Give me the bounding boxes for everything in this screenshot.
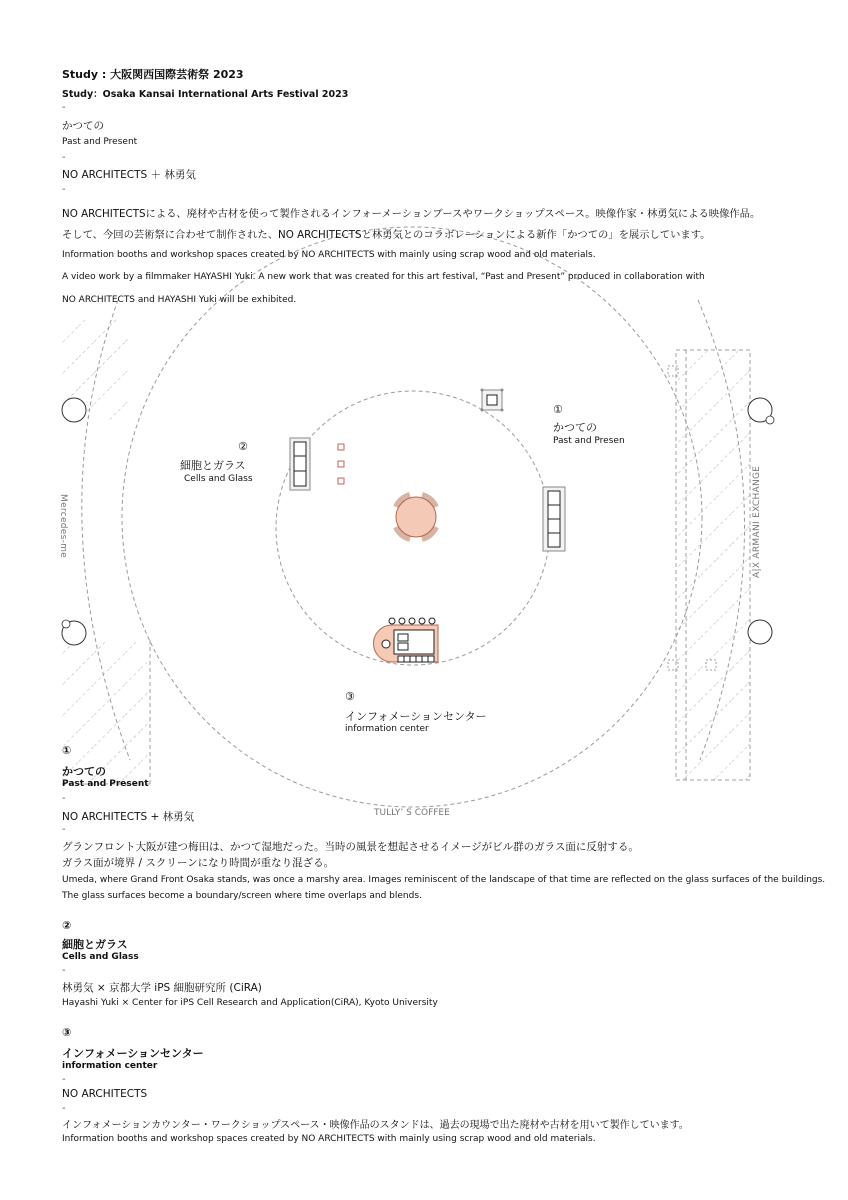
section-2-num: ② xyxy=(62,919,72,932)
stand-1-top xyxy=(481,389,504,412)
right-building xyxy=(676,350,750,780)
section-2-credit-jp: 林勇気 × 京都大学 iPS 細胞研究所 (CiRA) xyxy=(62,982,262,994)
section-3-title-jp: インフォメーションセンター xyxy=(62,1047,204,1060)
section-2-title-en: Cells and Glass xyxy=(62,952,139,962)
credit: NO ARCHITECTS ＋ 林勇気 xyxy=(62,169,196,181)
description-jp-2: そして、今回の芸術祭に合わせて制作された、NO ARCHITECTSと林勇気とのコラボレーションによる新作「かつての」を展示しています。 xyxy=(62,229,711,241)
separator: - xyxy=(62,1074,66,1085)
plan-label-3-num: ③ xyxy=(345,690,355,703)
separator: - xyxy=(62,793,66,804)
page-subtitle: Study：Osaka Kansai International Arts Festival 2023 xyxy=(62,89,349,100)
plan-label-2-en: Cells and Glass xyxy=(184,474,253,484)
store-label-mercedes: Mercedes-me xyxy=(58,494,68,559)
section-3-en-1: Information booths and workshop spaces created by NO ARCHITECTS with mainly using scrap wood and old materials. xyxy=(62,1134,596,1144)
plan-label-3-en: information center xyxy=(345,724,429,734)
store-label-armani: A|X ARMANI EXCHANGE xyxy=(752,465,762,578)
store-label-tullys: TULLY’ S COFFEE xyxy=(374,808,450,818)
section-1-jp-2: ガラス面が境界 / スクリーンになり時間が重なり混ざる。 xyxy=(62,857,335,869)
section-1-en-2: The glass surfaces become a boundary/screen where time overlaps and blends. xyxy=(62,891,422,901)
separator: - xyxy=(62,152,66,163)
information-counter xyxy=(374,618,439,662)
section-3-num: ③ xyxy=(62,1026,72,1039)
section-2-credit-en: Hayashi Yuki × Center for iPS Cell Research and Application(CiRA), Kyoto University xyxy=(62,998,438,1008)
central-round-seating xyxy=(396,495,436,539)
work-title-en: Past and Present xyxy=(62,137,138,147)
description-en-3: NO ARCHITECTS and HAYASHI Yuki will be exhibited. xyxy=(62,295,297,305)
plan-label-1-jp: かつての xyxy=(553,421,597,434)
section-3-credit: NO ARCHITECTS xyxy=(62,1088,148,1100)
section-1-num: ① xyxy=(62,744,72,757)
separator: - xyxy=(62,965,66,976)
separator: - xyxy=(62,102,66,113)
description-en-2: A video work by a filmmaker HAYASHI Yuki. A new work that was created for this art festival, “Past and Present” produced in collaboration with xyxy=(62,272,705,282)
separator: - xyxy=(62,824,66,835)
stand-1-screens xyxy=(543,487,565,551)
plan-label-2-num: ② xyxy=(238,440,248,453)
plan-label-3-jp: インフォメーションセンター xyxy=(345,710,487,723)
column-right-bottom xyxy=(748,620,772,644)
section-3-title-en: information center xyxy=(62,1061,158,1071)
plan-label-1-num: ① xyxy=(553,403,563,416)
section-1-credit: NO ARCHITECTS + 林勇気 xyxy=(62,811,195,823)
plan-label-2-jp: 細胞とガラス xyxy=(180,459,246,472)
plan-label-1-en: Past and Presen xyxy=(553,436,625,446)
work-title-jp: かつての xyxy=(62,120,104,132)
section-3-jp-1: インフォメーションカウンター・ワークショップスペース・映像作品のスタンドは、過去の現場で出た廃材や古材を用いて製作しています。 xyxy=(62,1120,689,1131)
section-1-title-en: Past and Present xyxy=(62,779,149,789)
separator: - xyxy=(62,1103,66,1114)
section-1-jp-1: グランフロント大阪が建つ梅田は、かつて湿地だった。当時の風景を想起させるイメージがビル群のガラス面に反射する。 xyxy=(62,841,639,853)
column-left-top xyxy=(62,398,86,422)
section-1-en-1: Umeda, where Grand Front Osaka stands, was once a marshy area. Images reminiscent of the landscape of that time are reflected on the glass surfaces of the buildings. xyxy=(62,875,826,885)
section-1-title-jp: かつての xyxy=(62,765,106,778)
page-title: Study : 大阪関西国際芸術祭 2023 xyxy=(62,68,244,81)
separator: - xyxy=(62,184,66,195)
description-jp-1: NO ARCHITECTSによる、廃材や古材を使って製作されるインフォーメーションブースやワークショップスペース。映像作家・林勇気による映像作品。 xyxy=(62,208,761,220)
section-2-title-jp: 細胞とガラス xyxy=(62,938,128,951)
description-en-1: Information booths and workshop spaces created by NO ARCHITECTS with mainly using scrap wood and old materials. xyxy=(62,250,596,260)
stand-2-screens xyxy=(290,438,344,490)
